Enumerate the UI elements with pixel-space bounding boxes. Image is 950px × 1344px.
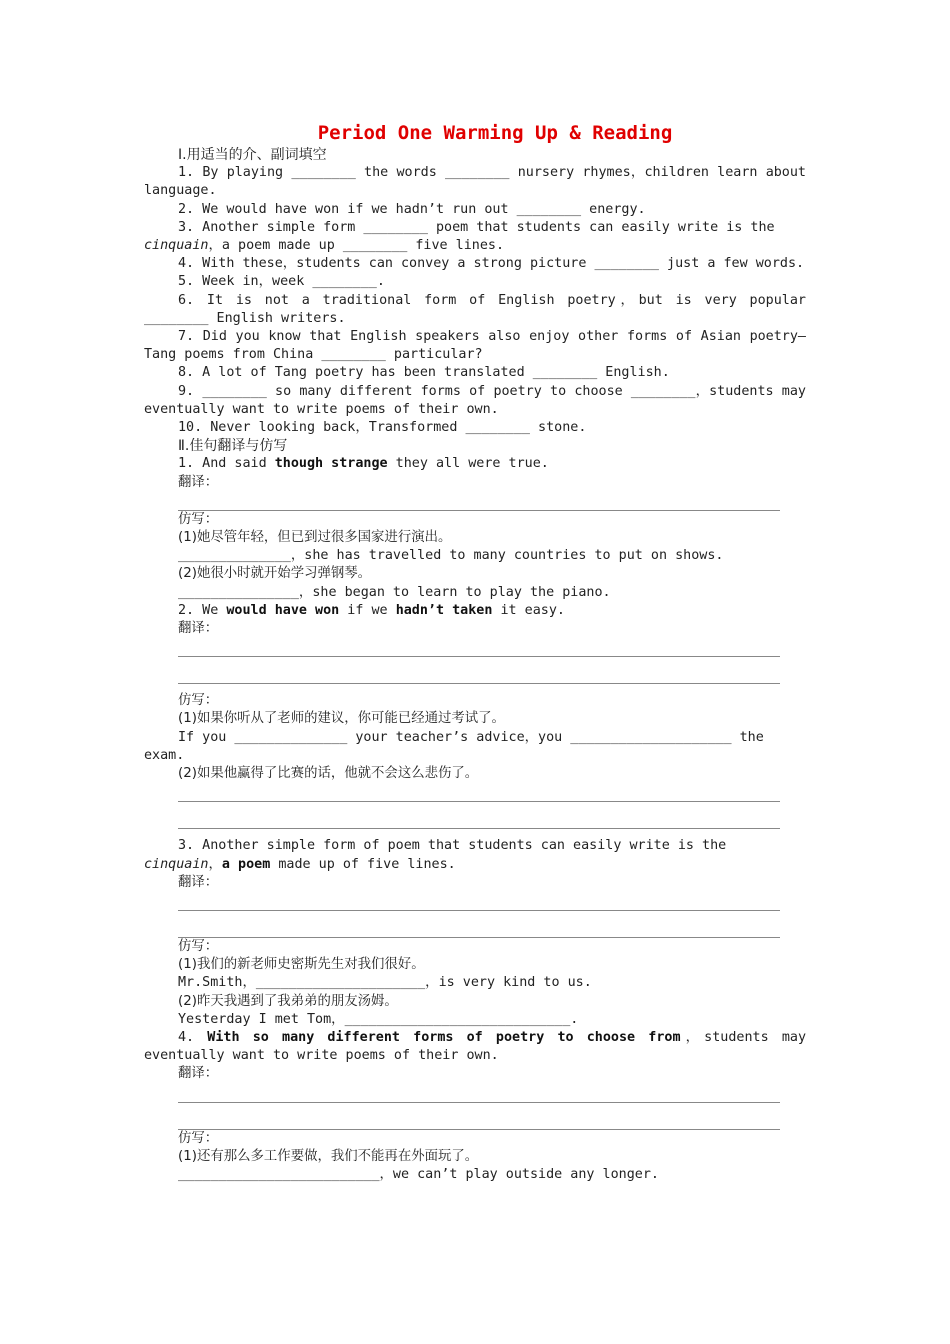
exercise-item-6: 6. It is not a traditional form of English poetry，but is very popular ________ English writers. — [144, 292, 806, 326]
imitate-label: 仿写： — [178, 693, 219, 709]
exercise-item-5: 5. Week in，week ________. — [178, 274, 385, 290]
sentence-3-continued: cinquain，a poem made up of five lines. — [144, 856, 456, 872]
sentence-1: 1. And said though strange they all were true. — [178, 456, 549, 472]
imitate-label: 仿写： — [178, 511, 219, 527]
exercise-item-4: 4. With these，students can convey a strong picture ________ just a few words. — [178, 256, 805, 272]
imitate-prompt-en: _________________________，we can’t play outside any longer. — [178, 1166, 659, 1182]
exercise-item-3-continued: cinquain，a poem made up ________ five lines. — [144, 238, 505, 254]
answer-line[interactable] — [178, 892, 780, 911]
exercise-item-9: 9. ________ so many different forms of poetry to choose ________，students may eventually want to write poems of their own. — [144, 383, 806, 417]
translate-label: 翻译： — [178, 1066, 219, 1082]
answer-line[interactable] — [178, 783, 780, 802]
imitate-prompt-cn: (1)我们的新老师史密斯先生对我们很好。 — [178, 957, 425, 973]
page-title: Period One Warming Up & Reading — [317, 122, 673, 144]
answer-line[interactable] — [178, 1084, 780, 1103]
document-page — [144, 120, 806, 1184]
sentence-2: 2. We would have won if we hadn’t taken it easy. — [178, 602, 565, 618]
translate-label: 翻译： — [178, 621, 219, 637]
exercise-item-2: 2. We would have won if we hadn’t run out ________ energy. — [178, 201, 646, 217]
exercise-item-3: 3. Another simple form ________ poem that students can easily write is the — [178, 219, 775, 235]
sentence-4: 4. With so many different forms of poetry to choose from，students may eventually want to write poems of their own. — [144, 1029, 807, 1064]
imitate-prompt-en: Yesterday I met Tom，____________________________. — [178, 1011, 579, 1027]
answer-line[interactable] — [178, 665, 780, 684]
imitate-prompt-en: If you ______________ your teacher’s advice，you ____________________ the exam. — [144, 729, 764, 763]
imitate-prompt-cn: (1)她尽管年轻，但已到过很多国家进行演出。 — [178, 530, 452, 546]
imitate-prompt-cn: (2)昨天我遇到了我弟弟的朋友汤姆。 — [178, 993, 398, 1009]
exercise-item-7: 7. Did you know that English speakers also enjoy other forms of Asian poetry—Tang poems from China ________ particular? — [144, 329, 806, 363]
imitate-label: 仿写： — [178, 1130, 219, 1146]
imitate-prompt-cn: (2)如果他赢得了比赛的话，他就不会这么悲伤了。 — [178, 766, 479, 782]
translate-label: 翻译： — [178, 474, 219, 490]
answer-line[interactable] — [178, 492, 780, 511]
imitate-prompt-en: ______________，she has travelled to many countries to put on shows. — [178, 548, 724, 564]
imitate-prompt-cn: (1)还有那么多工作要做，我们不能再在外面玩了。 — [178, 1148, 479, 1164]
exercise-item-10: 10. Never looking back，Transformed ________ stone. — [178, 420, 587, 436]
sentence-3: 3. Another simple form of poem that students can easily write is the — [178, 838, 727, 854]
imitate-prompt-en: _______________，she began to learn to play the piano. — [178, 584, 611, 600]
imitate-prompt-cn: (1)如果你听从了老师的建议，你可能已经通过考试了。 — [178, 711, 505, 727]
answer-line[interactable] — [178, 1111, 780, 1130]
exercise-item-1: 1. By playing ________ the words ________ nursery rhymes，children learn about language. — [144, 165, 806, 199]
answer-line[interactable] — [178, 638, 780, 657]
italic-term: cinquain — [144, 238, 209, 254]
exercise-item-8: 8. A lot of Tang poetry has been translated ________ English. — [178, 365, 670, 381]
answer-line[interactable] — [178, 810, 780, 829]
imitate-label: 仿写： — [178, 938, 219, 954]
answer-line[interactable] — [178, 919, 780, 938]
translate-label: 翻译： — [178, 874, 219, 890]
imitate-prompt-en: Mr.Smith，_____________________，is very kind to us. — [178, 975, 592, 991]
section-1-heading: Ⅰ.用适当的介、副词填空 — [178, 147, 327, 163]
imitate-prompt-cn: (2)她很小时就开始学习弹钢琴。 — [178, 566, 372, 582]
section-2-heading: Ⅱ.佳句翻译与仿写 — [178, 438, 288, 455]
